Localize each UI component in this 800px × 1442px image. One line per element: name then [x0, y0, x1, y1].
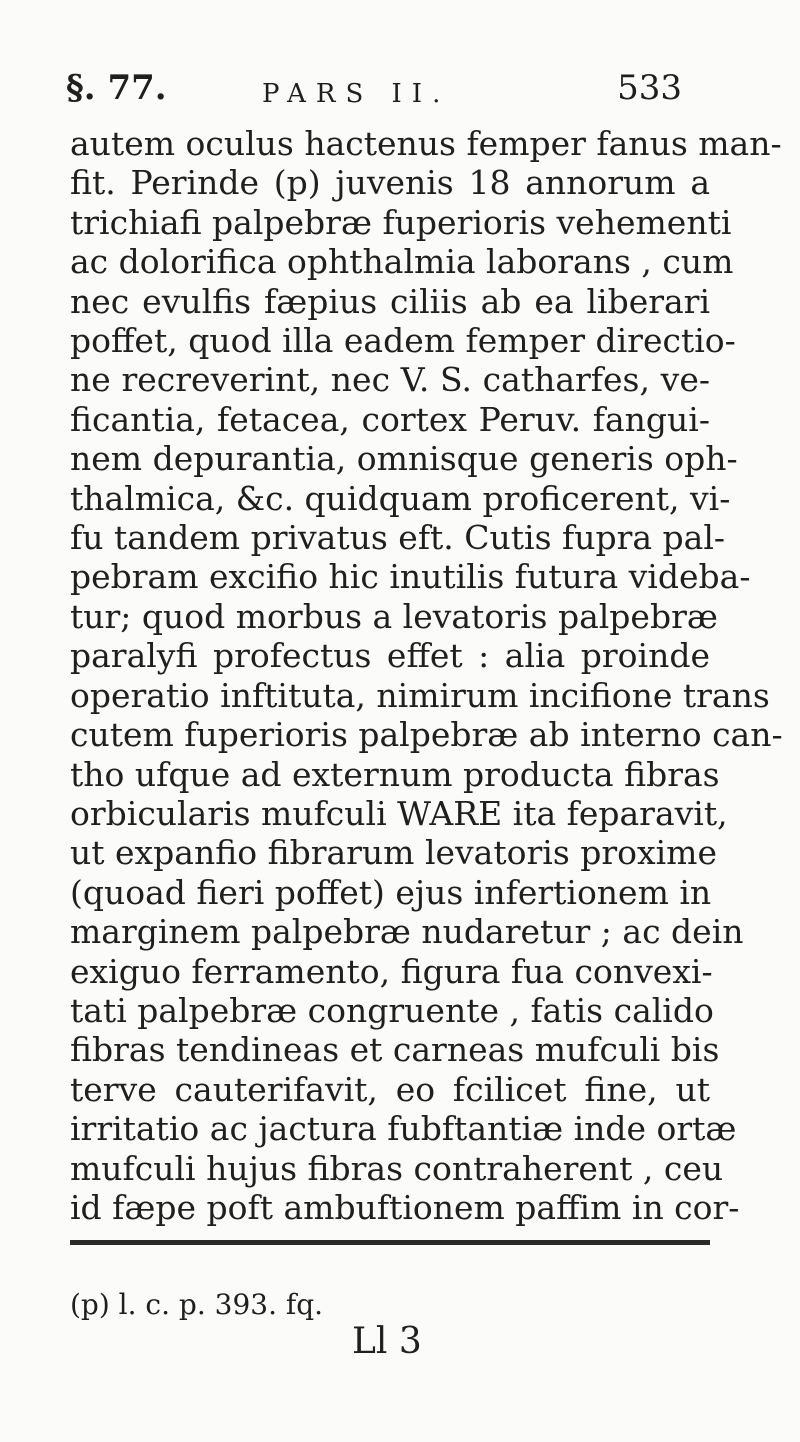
signature-mark: Ll 3	[352, 1321, 422, 1362]
running-head: PARS II.	[262, 79, 451, 109]
text-line: (quoad fieri poffet) ejus infertionem in	[70, 872, 712, 912]
text-line: fu tandem privatus eft. Cutis fupra pal-	[70, 518, 726, 558]
text-line: fibras tendineas et carneas mufculi bis	[70, 1030, 720, 1070]
page-number: 533	[617, 68, 682, 108]
footnote: (p) l. c. p. 393. fq.	[70, 1288, 324, 1321]
text-line: tati palpebræ congruente , fatis calido	[70, 990, 714, 1030]
text-line: nec evulfis fæpius ciliis ab ea liberari	[70, 281, 710, 321]
text-line: operatio inftituta, nimirum incifione trans	[70, 675, 770, 715]
text-line: autem oculus hactenus femper fanus man-	[70, 124, 782, 163]
text-line: trichiafi palpebræ fuperioris vehementi	[70, 202, 732, 242]
text-line: ac dolorifica ophthalmia laborans , cum	[70, 242, 734, 282]
main-text	[70, 124, 783, 1227]
text-line: tur; quod morbus a levatoris palpebræ	[70, 596, 718, 636]
text-line: mufculi hujus fibras contraherent , ceu	[70, 1148, 724, 1188]
text-line: thalmica, &c. quidquam proficerent, vi-	[70, 478, 731, 518]
text-line: fit. Perinde (p) juvenis 18 annorum a	[70, 163, 710, 203]
text-line: terve cauterifavit, eo fcilicet fine, ut	[70, 1069, 710, 1109]
text-line: ne recreverint, nec V. S. catharfes, ve-	[70, 360, 710, 400]
text-line: orbicularis mufculi WARE ita feparavit,	[70, 793, 728, 833]
footnote-divider	[70, 1240, 710, 1245]
text-line: tho ufque ad externum producta fibras	[70, 754, 720, 794]
text-line: ficantia, fetacea, cortex Peruv. fangui-	[70, 399, 710, 439]
text-line: paralyfi profectus effet : alia proinde	[70, 636, 710, 676]
text-line: id fæpe poft ambuftionem paffim in cor-	[70, 1187, 740, 1227]
text-line: exiguo ferramento, figura fua convexi-	[70, 951, 713, 991]
text-line: ut expanfio fibrarum levatoris proxime	[70, 833, 717, 873]
text-line: nem depurantia, omnisque generis oph-	[70, 439, 738, 479]
text-line: marginem palpebræ nudaretur ; ac dein	[70, 912, 744, 952]
text-line: irritatio ac jactura fubftantiæ inde ortæ	[70, 1109, 737, 1149]
text-line: poffet, quod illa eadem femper directio-	[70, 321, 736, 361]
text-line: cutem fuperioris palpebræ ab interno can-	[70, 715, 783, 755]
text-line: pebram excifio hic inutilis futura videba-	[70, 557, 751, 597]
section-number: §. 77.	[66, 68, 167, 108]
